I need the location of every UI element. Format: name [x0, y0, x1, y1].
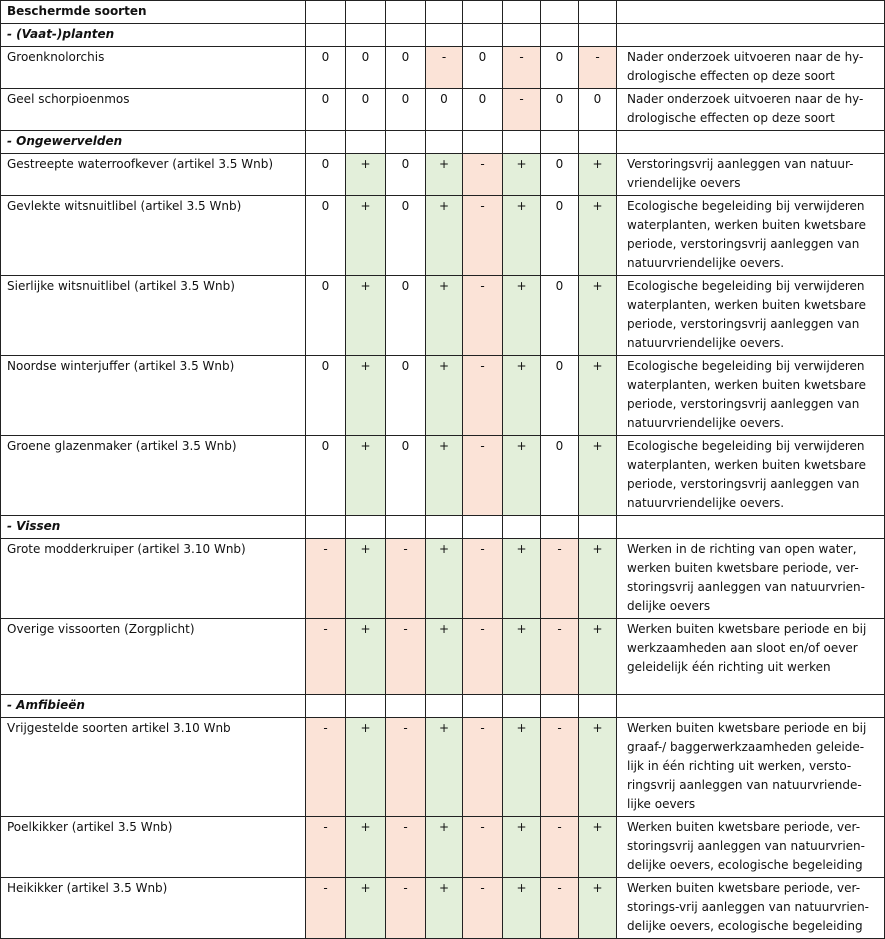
empty-cell [541, 24, 579, 47]
empty-cell [503, 131, 541, 154]
effect-cell: + [426, 196, 463, 276]
group-label: - Vissen [1, 516, 306, 539]
empty-cell [579, 516, 617, 539]
empty-cell [386, 516, 426, 539]
header-title: Beschermde soorten [1, 1, 306, 24]
empty-cell [426, 695, 463, 718]
effect-cell: - [541, 878, 579, 939]
mitigation-note: Nader onderzoek uitvoeren naar de hy- drologische effecten op deze soort [617, 89, 885, 131]
empty-cell [579, 131, 617, 154]
effect-cell: 0 [306, 276, 346, 356]
effect-cell: + [346, 356, 386, 436]
effect-cell: 0 [386, 356, 426, 436]
effect-cell: + [426, 817, 463, 878]
species-name: Gestreepte waterroofkever (artikel 3.5 Wnb) [1, 154, 306, 196]
table-row [1, 196, 885, 276]
mitigation-note: Ecologische begeleiding bij verwijderen waterplanten, werken buiten kwetsbare periode, verstoringsvrij aanleggen van natuurvriendelijke oevers. [617, 196, 885, 276]
empty-cell [306, 516, 346, 539]
effect-cell: 0 [541, 436, 579, 516]
effect-cell: 0 [386, 436, 426, 516]
empty-cell [426, 131, 463, 154]
table-row [1, 539, 885, 619]
empty-cell [617, 516, 885, 539]
effect-cell: - [579, 47, 617, 89]
effect-cell: + [346, 817, 386, 878]
effect-cell: + [346, 436, 386, 516]
table-row [1, 436, 885, 516]
effect-cell: + [579, 196, 617, 276]
effect-cell: - [463, 154, 503, 196]
effect-cell: - [386, 718, 426, 817]
effect-cell: + [346, 619, 386, 695]
mitigation-note: Werken in de richting van open water, werken buiten kwetsbare periode, ver- storingsvrij aanleggen van natuurvrien- delijke oevers [617, 539, 885, 619]
effect-cell: + [503, 276, 541, 356]
table-row [1, 356, 885, 436]
effect-cell: - [306, 539, 346, 619]
effect-cell: + [579, 356, 617, 436]
effect-cell: 0 [541, 89, 579, 131]
mitigation-note: Nader onderzoek uitvoeren naar de hy- drologische effecten op deze soort [617, 47, 885, 89]
effect-cell: 0 [306, 436, 346, 516]
effect-cell: + [426, 619, 463, 695]
effect-cell: - [541, 718, 579, 817]
empty-cell [617, 695, 885, 718]
effect-cell: 0 [541, 196, 579, 276]
effect-cell: 0 [463, 89, 503, 131]
effect-cell: - [463, 276, 503, 356]
species-name: Groenknolorchis [1, 47, 306, 89]
empty-cell [426, 516, 463, 539]
species-name: Vrijgestelde soorten artikel 3.10 Wnb [1, 718, 306, 817]
effect-cell: 0 [346, 89, 386, 131]
effect-cell: + [503, 878, 541, 939]
empty-cell [386, 131, 426, 154]
effect-cell: 0 [306, 196, 346, 276]
empty-cell [346, 131, 386, 154]
species-name: Gevlekte witsnuitlibel (artikel 3.5 Wnb) [1, 196, 306, 276]
effect-cell: - [463, 878, 503, 939]
empty-cell [346, 24, 386, 47]
effect-cell: + [426, 356, 463, 436]
species-name: Noordse winterjuffer (artikel 3.5 Wnb) [1, 356, 306, 436]
empty-cell [617, 24, 885, 47]
header-row [1, 1, 885, 24]
effect-cell: 0 [541, 154, 579, 196]
effect-cell: + [346, 196, 386, 276]
effect-cell: - [386, 817, 426, 878]
empty-cell [306, 695, 346, 718]
mitigation-note: Ecologische begeleiding bij verwijderen waterplanten, werken buiten kwetsbare periode, verstoringsvrij aanleggen van natuurvriendelijke oevers. [617, 356, 885, 436]
mitigation-note: Werken buiten kwetsbare periode, ver- storingsvrij aanleggen van natuurvrien- delijke oevers, ecologische begeleiding [617, 817, 885, 878]
effect-cell: + [579, 539, 617, 619]
effect-cell: + [503, 718, 541, 817]
effect-cell: 0 [386, 196, 426, 276]
table-row [1, 89, 885, 131]
empty-cell [503, 695, 541, 718]
effect-cell: - [386, 878, 426, 939]
empty-cell [426, 24, 463, 47]
effect-cell: - [463, 356, 503, 436]
group-row [1, 24, 885, 47]
effect-cell: + [426, 718, 463, 817]
effect-cell: + [346, 154, 386, 196]
empty-cell [306, 131, 346, 154]
effect-cell: + [579, 718, 617, 817]
species-name: Sierlijke witsnuitlibel (artikel 3.5 Wnb) [1, 276, 306, 356]
empty-cell [386, 24, 426, 47]
effect-cell: - [426, 47, 463, 89]
table-row [1, 47, 885, 89]
table-row [1, 718, 885, 817]
empty-cell [346, 695, 386, 718]
effect-cell: - [306, 817, 346, 878]
effect-cell: + [503, 817, 541, 878]
effect-cell: - [463, 196, 503, 276]
group-label: - Ongewervelden [1, 131, 306, 154]
empty-cell [503, 516, 541, 539]
effect-cell: + [346, 539, 386, 619]
empty-cell [463, 516, 503, 539]
species-name: Geel schorpioenmos [1, 89, 306, 131]
effect-cell: + [426, 436, 463, 516]
empty-cell [503, 24, 541, 47]
effect-cell: 0 [306, 154, 346, 196]
species-name: Groene glazenmaker (artikel 3.5 Wnb) [1, 436, 306, 516]
effect-cell: 0 [541, 356, 579, 436]
effect-cell: + [579, 619, 617, 695]
effect-cell: 0 [541, 47, 579, 89]
table-row [1, 276, 885, 356]
empty-cell [541, 516, 579, 539]
effect-cell: + [503, 619, 541, 695]
mitigation-note: Werken buiten kwetsbare periode en bij werkzaamheden aan sloot en/of oever geleidelijk één richting uit werken [617, 619, 885, 695]
species-name: Overige vissoorten (Zorgplicht) [1, 619, 306, 695]
effect-cell: + [503, 539, 541, 619]
group-row [1, 695, 885, 718]
effect-cell: 0 [346, 47, 386, 89]
effect-cell: - [386, 619, 426, 695]
effect-cell: - [306, 619, 346, 695]
effect-cell: + [579, 276, 617, 356]
effect-cell: 0 [541, 276, 579, 356]
effect-cell: + [426, 539, 463, 619]
table-row [1, 817, 885, 878]
mitigation-note: Ecologische begeleiding bij verwijderen waterplanten, werken buiten kwetsbare periode, verstoringsvrij aanleggen van natuurvriendelijke oevers. [617, 276, 885, 356]
effect-cell: + [579, 154, 617, 196]
species-name: Grote modderkruiper (artikel 3.10 Wnb) [1, 539, 306, 619]
empty-cell [617, 131, 885, 154]
effect-cell: + [426, 276, 463, 356]
effect-cell: 0 [579, 89, 617, 131]
effect-cell: + [346, 276, 386, 356]
effect-cell: + [503, 154, 541, 196]
effect-cell: - [463, 718, 503, 817]
effect-cell: + [503, 356, 541, 436]
effect-cell: 0 [386, 47, 426, 89]
effect-cell: - [463, 436, 503, 516]
group-row [1, 516, 885, 539]
effect-cell: + [346, 718, 386, 817]
effect-cell: 0 [386, 276, 426, 356]
effect-cell: 0 [306, 47, 346, 89]
empty-cell [541, 695, 579, 718]
effect-cell: 0 [306, 356, 346, 436]
effect-cell: + [579, 817, 617, 878]
empty-cell [541, 131, 579, 154]
table-row [1, 619, 885, 695]
mitigation-note: Verstoringsvrij aanleggen van natuur- vriendelijke oevers [617, 154, 885, 196]
effect-cell: + [346, 878, 386, 939]
empty-cell [579, 24, 617, 47]
effect-cell: 0 [306, 89, 346, 131]
effect-cell: - [541, 817, 579, 878]
table-row [1, 154, 885, 196]
effect-cell: - [541, 539, 579, 619]
empty-cell [346, 516, 386, 539]
species-name: Heikikker (artikel 3.5 Wnb) [1, 878, 306, 939]
species-name: Poelkikker (artikel 3.5 Wnb) [1, 817, 306, 878]
effect-cell: - [463, 539, 503, 619]
group-label: - (Vaat-)planten [1, 24, 306, 47]
effect-cell: + [503, 196, 541, 276]
effect-cell: - [503, 47, 541, 89]
mitigation-note: Werken buiten kwetsbare periode, ver- storings-vrij aanleggen van natuurvrien- delijke oevers, ecologische begeleiding [617, 878, 885, 939]
effect-cell: - [541, 619, 579, 695]
mitigation-note: Werken buiten kwetsbare periode en bij graaf-/ baggerwerkzaamheden geleide- lijk in één richting uit werken, versto- ringsvrij aanleggen van natuurvriende- lijke oevers [617, 718, 885, 817]
group-row [1, 131, 885, 154]
table-row [1, 878, 885, 939]
effect-cell: + [426, 154, 463, 196]
effect-cell: 0 [463, 47, 503, 89]
empty-cell [306, 24, 346, 47]
effect-cell: - [306, 878, 346, 939]
empty-cell [463, 131, 503, 154]
effect-cell: 0 [386, 154, 426, 196]
group-label: - Amfibieën [1, 695, 306, 718]
effect-cell: + [579, 436, 617, 516]
effect-cell: + [426, 878, 463, 939]
effect-cell: 0 [426, 89, 463, 131]
empty-cell [386, 695, 426, 718]
empty-cell [463, 24, 503, 47]
mitigation-note: Ecologische begeleiding bij verwijderen waterplanten, werken buiten kwetsbare periode, verstoringsvrij aanleggen van natuurvriendelijke oevers. [617, 436, 885, 516]
effect-cell: - [386, 539, 426, 619]
empty-cell [579, 695, 617, 718]
empty-cell [463, 695, 503, 718]
effect-cell: - [463, 817, 503, 878]
effect-cell: - [463, 619, 503, 695]
effect-cell: - [503, 89, 541, 131]
effect-cell: - [306, 718, 346, 817]
effect-cell: + [579, 878, 617, 939]
effect-cell: + [503, 436, 541, 516]
table-body [1, 1, 885, 939]
effect-cell: 0 [386, 89, 426, 131]
